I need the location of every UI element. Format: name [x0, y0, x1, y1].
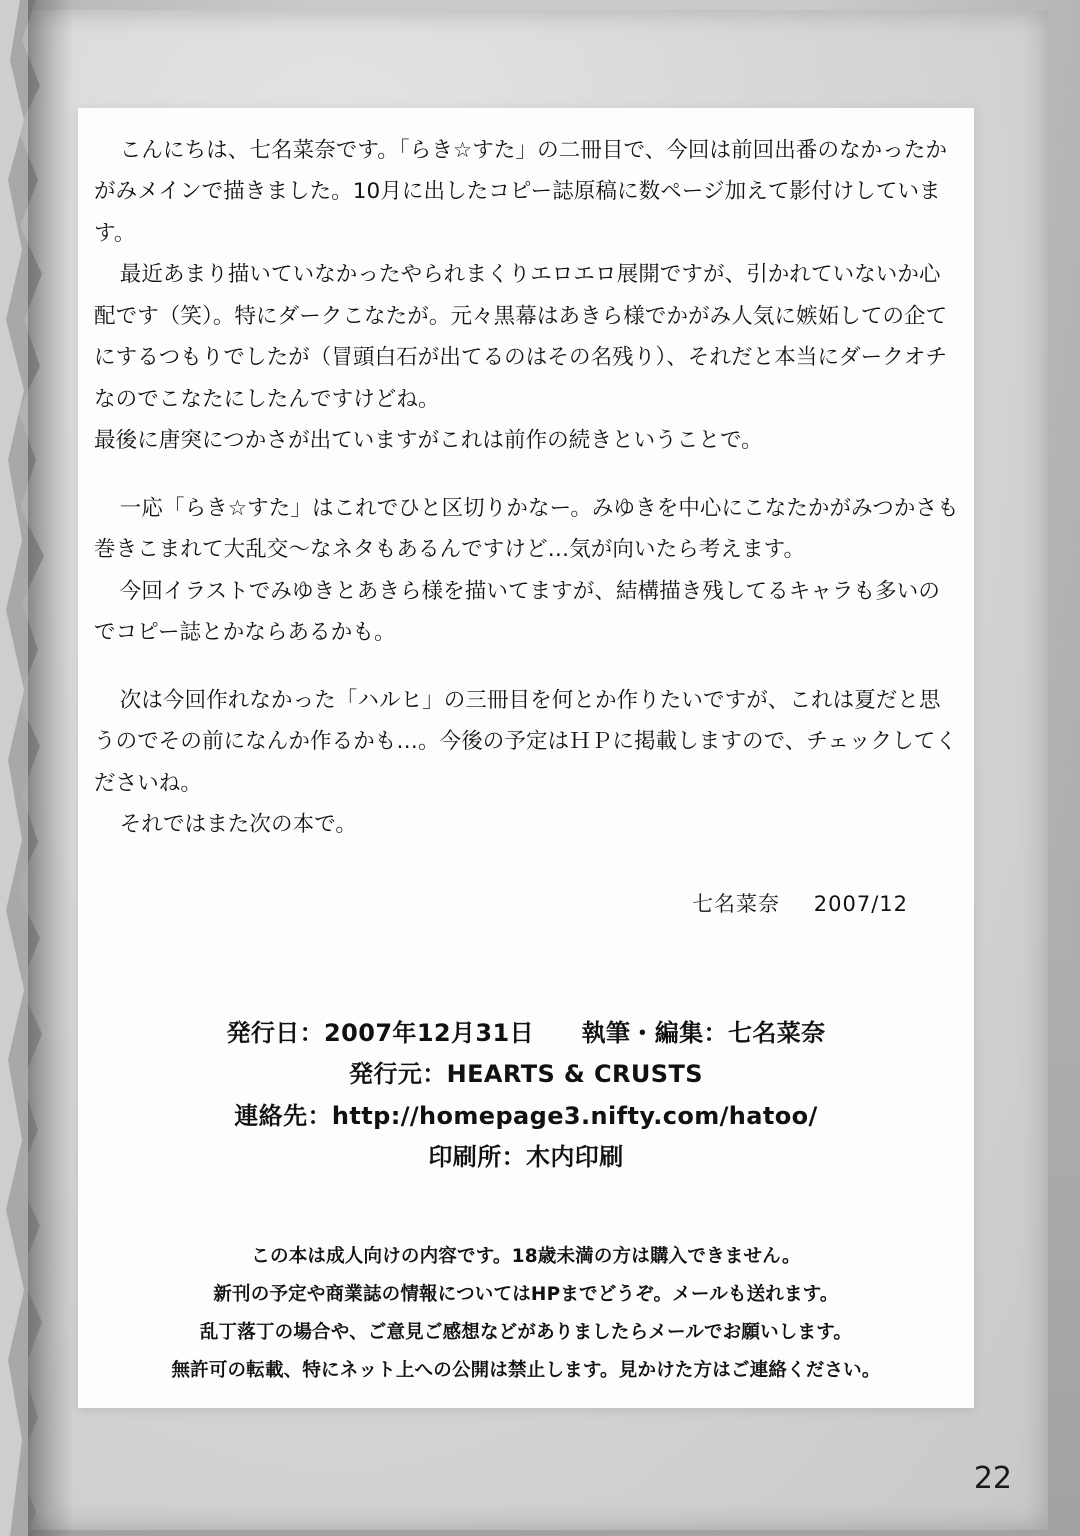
notices-block: [78, 1238, 974, 1390]
paragraph-spacer: [94, 462, 960, 488]
afterword-paragraph: 最近あまり描いていなかったやられまくりエロエロ展開ですが、引かれていないか心配です（笑）。特にダークこなたが。元々黒幕はあきら様でかがみ人気に嫉妬しての企てにするつもりでしたが（冒頭白石が出てるのはその名残り）、それだと本当にダークオチなのでこなたにしたんですけどね。: [94, 262, 948, 412]
notice-line: 無許可の転載、特にネット上への公開は禁止します。見かけた方はご連絡ください。: [171, 1359, 881, 1381]
notice-line: この本は成人向けの内容です。18歳未満の方は購入できません。: [251, 1246, 801, 1267]
signature-date: 2007/12: [813, 891, 908, 916]
afterword-paragraph: 最後に唐突につかさが出ていますがこれは前作の続きということで。: [94, 428, 763, 454]
publish-date-label: 発行日：2007年12月31日: [226, 1019, 535, 1047]
colophon-block: [78, 1013, 974, 1178]
notice-line: 乱丁落丁の場合や、ご意見ご感想などがありましたらメールでお願いします。: [199, 1321, 853, 1343]
afterword-paragraph: 次は今回作れなかった「ハルヒ」の三冊目を何とか作りたいですが、これは夏だと思うのでその前になんか作るかも…。今後の予定はＨＰに掲載しますので、チェックしてくださいね。: [94, 687, 957, 796]
torn-paper-edge: [0, 0, 60, 1536]
paragraph-spacer: [94, 654, 960, 680]
afterword-paragraph: 一応「らき☆すた」はこれでひと区切りかなー。みゆきを中心にこなたかがみつかさも巻きこまれて大乱交～なネタもあるんですけど…気が向いたら考えます。: [94, 495, 959, 563]
afterword-paragraph: こんにちは、七名菜奈です。「らき☆すた」の二冊目で、今回は前回出番のなかったかがみメインで描きました。10月に出したコピー誌原稿に数ページ加えて影付けしています。: [94, 138, 948, 246]
afterword-text-block: [94, 130, 960, 924]
afterword-paragraph: それではまた次の本で。: [119, 812, 357, 838]
publisher-label: 発行元：HEARTS & CRUSTS: [349, 1060, 703, 1089]
colophon-publish-row: [78, 1013, 974, 1054]
signature-line: [94, 884, 960, 925]
afterword-paragraph: 今回イラストでみゆきとあきら様を描いてますが、結構描き残してるキャラも多いのでコピー誌とかならあるかも。: [94, 578, 940, 646]
page-number: 22: [973, 1461, 1012, 1496]
contact-label: 連絡先：http://homepage3.nifty.com/hatoo/: [234, 1101, 818, 1130]
printer-label: 印刷所：木内印刷: [428, 1142, 624, 1171]
afterword-sheet: [78, 108, 974, 1408]
notice-line: 新刊の予定や商業誌の情報についてはHPまでどうぞ。メールも送れます。: [213, 1283, 839, 1305]
signature-author: 七名菜奈: [692, 891, 781, 916]
author-label: 執筆・編集：七名菜奈: [581, 1019, 826, 1047]
